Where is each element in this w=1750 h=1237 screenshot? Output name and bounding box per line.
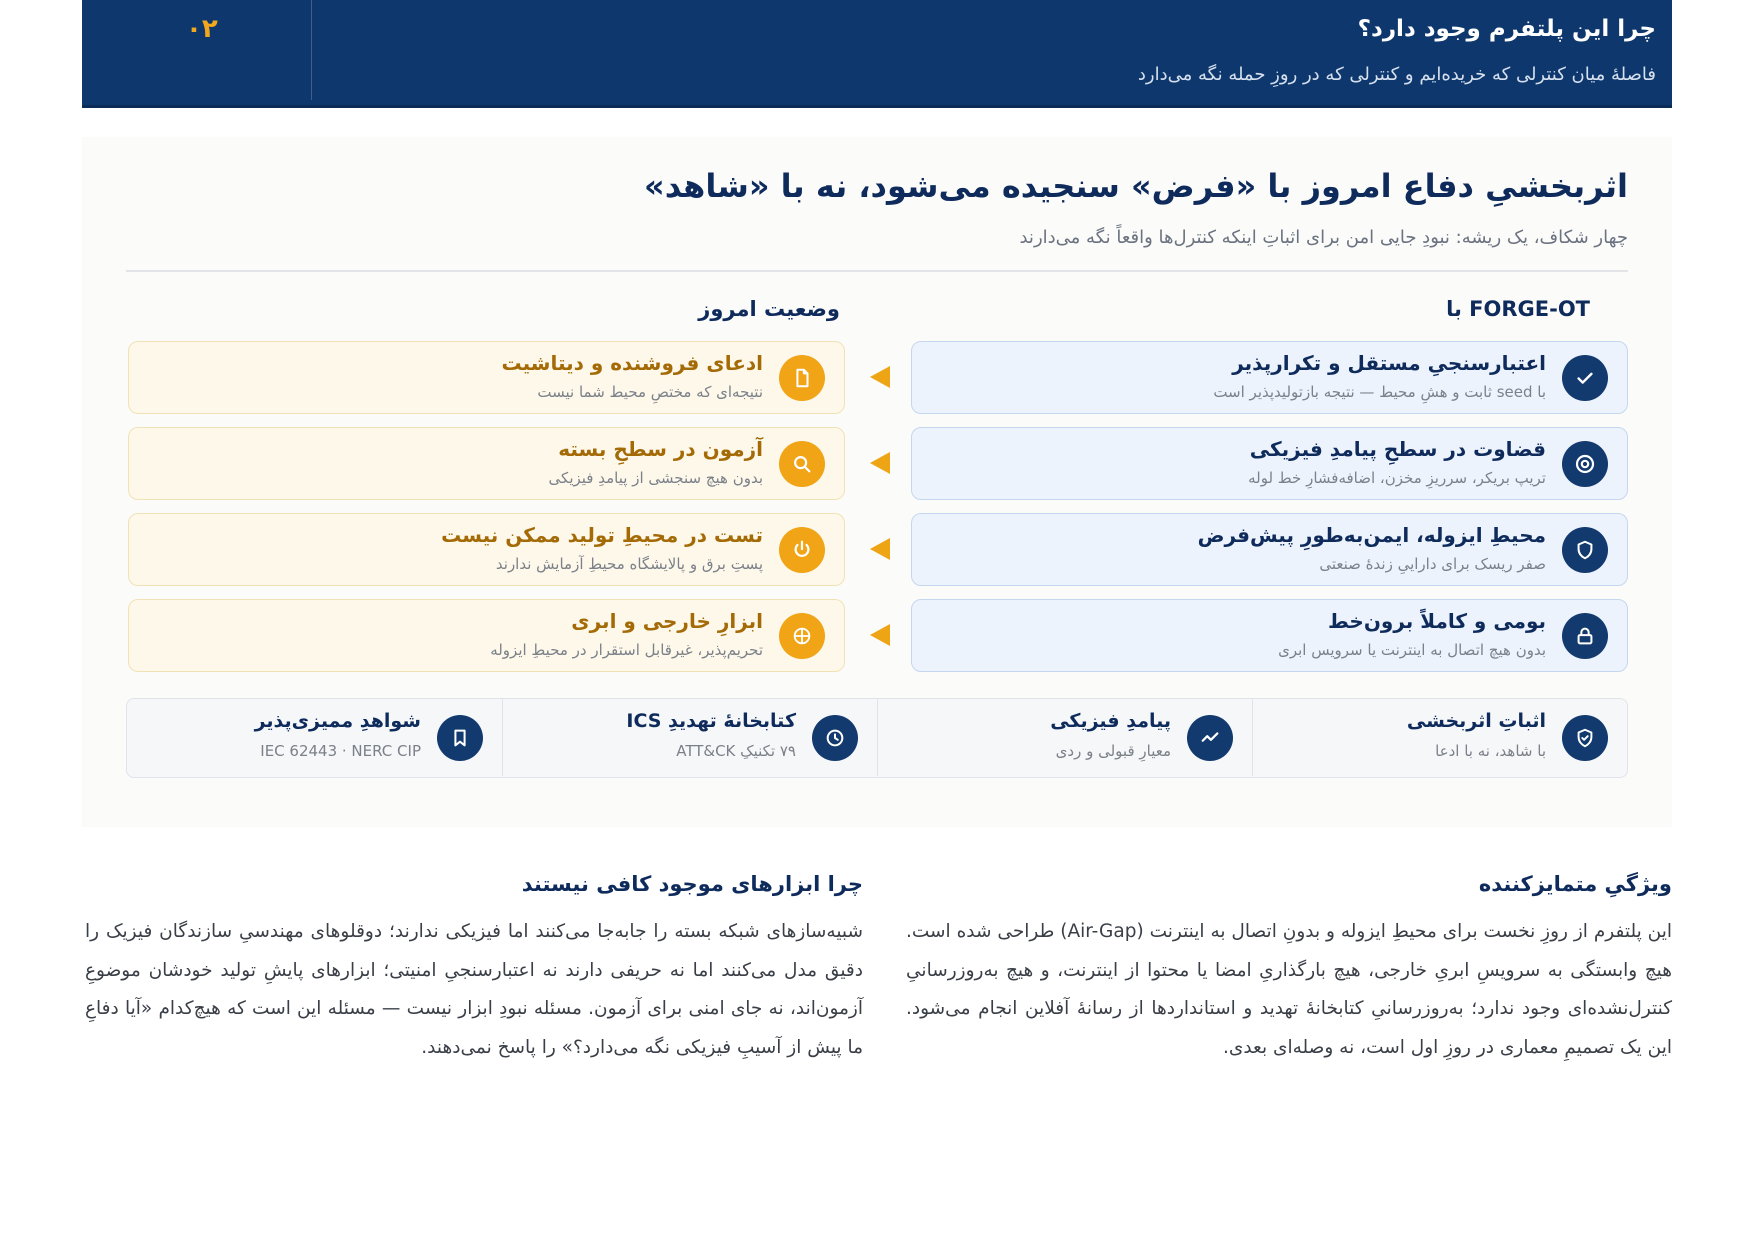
today-card-title: ادعای فروشنده و دیتاشیت	[501, 351, 763, 375]
with-card-desc: بدون هیچ اتصال به اینترنت یا سرویس ابری	[1278, 641, 1546, 659]
stat-title: اثباتِ اثربخشی	[1406, 710, 1546, 732]
column-heading-today: وضعیت امروز	[698, 297, 840, 321]
distinctive-heading: ویژگیِ متمایزکننده	[1478, 872, 1672, 896]
distinctive-body: این پلتفرم از روزِ نخست برای محیطِ ایزوله و بدونِ اتصال به اینترنت (Air-Gap) طراحی شده است. هیچ وابستگی به سرویسِ ابریِ خارجی، هیچ بارگذاریِ امضا یا محتوا از اینترنت، و هیچ به‌روزرسانیِ کنترل‌نشده‌ای وجود ندارد؛ به‌روزرسانیِ کتابخانهٔ تهدید و استانداردها از رسانهٔ آفلاین انجام می‌شود. این یک تصمیمِ معماری در روزِ اول است، نه وصله‌ای بعدی.	[906, 921, 1672, 1058]
shield-icon	[1562, 527, 1608, 573]
header-title: چرا این پلتفرم وجود دارد؟	[1357, 16, 1656, 42]
with-card-title: محیطِ ایزوله، ایمن‌به‌طورِ پیش‌فرض	[1197, 523, 1546, 547]
with-card-title: اعتبارسنجیِ مستقل و تکرارپذیر	[1232, 351, 1546, 375]
stat-desc: معیارِ قبولی و ردی	[1055, 742, 1171, 760]
stat-title: کتابخانهٔ تهدیدِ ICS	[626, 710, 796, 732]
with-card-desc: صفر ریسک برای داراییِ زندهٔ صنعتی	[1319, 555, 1546, 573]
panel-title: اثربخشیِ دفاع امروز با «فرض» سنجیده می‌شود، نه با «شاهد»	[644, 167, 1628, 205]
why-not-body: شبیه‌سازهای شبکه بسته را جابه‌جا می‌کنند اما فیزیکی ندارند؛ دوقلوهای مهندسیِ سازندگان فیزیک را دقیق مدل می‌کنند اما نه حریفی دارند نه اعتبارسنجیِ امنیتی؛ ابزارهای پایشِ تولید خودشان موضوعِ آزمون‌اند، نه جای امنی برای آزمون. مسئله نبودِ ابزار نیست — مسئله این است که هیچ‌کدام «آیا دفاعِ ما پیش از آسیبِ فیزیکی نگه می‌دارد؟» را پاسخ نمی‌دهند.	[85, 921, 863, 1058]
stat-title: پیامدِ فیزیکی	[1050, 710, 1171, 732]
stat-divider	[1252, 699, 1253, 776]
today-card	[128, 341, 845, 414]
column-heading-with-forge: FORGE-OT با	[1446, 297, 1590, 321]
with-card	[911, 341, 1628, 414]
header-divider	[311, 0, 312, 100]
arrow-icon	[870, 538, 890, 560]
today-card-title: تست در محیطِ تولید ممکن نیست	[441, 523, 763, 547]
trend-icon	[1187, 715, 1233, 761]
today-card-title: آزمون در سطحِ بسته	[558, 437, 763, 461]
globe-icon	[779, 613, 825, 659]
check-icon	[1562, 355, 1608, 401]
header-subtitle: فاصلهٔ میان کنترلی که خریده‌ایم و کنترلی که در روزِ حمله نگه می‌دارد	[1137, 64, 1656, 85]
today-card-desc: نتیجه‌ای که مختصِ محیط شما نیست	[537, 383, 763, 401]
today-card	[128, 513, 845, 586]
stat-item	[1252, 699, 1627, 776]
comparison-panel	[82, 137, 1672, 827]
today-card	[128, 599, 845, 672]
panel-divider	[126, 270, 1628, 272]
arrow-icon	[870, 452, 890, 474]
power-icon	[779, 527, 825, 573]
stats-strip	[126, 698, 1628, 778]
with-card	[911, 599, 1628, 672]
clock-icon	[812, 715, 858, 761]
search-icon	[779, 441, 825, 487]
section-header	[82, 0, 1672, 108]
stat-item	[502, 699, 877, 776]
stat-item	[877, 699, 1252, 776]
today-card	[128, 427, 845, 500]
shield-check-icon	[1562, 715, 1608, 761]
target-icon	[1562, 441, 1608, 487]
with-card-title: قضاوت در سطحِ پیامدِ فیزیکی	[1249, 437, 1546, 461]
with-card-desc: با seed ثابت و هشِ محیط — نتیجه بازتولیدپذیر است	[1213, 383, 1546, 401]
with-card	[911, 513, 1628, 586]
section-number: ۰۲	[186, 14, 218, 44]
today-card-desc: تحریم‌پذیر، غیرقابل استقرار در محیطِ ایزوله	[490, 641, 763, 659]
with-card-title: بومی و کاملاً برون‌خط	[1328, 609, 1546, 633]
today-card-title: ابزارِ خارجی و ابری	[571, 609, 763, 633]
today-card-desc: بدون هیچ سنجشی از پیامدِ فیزیکی	[548, 469, 763, 487]
with-card	[911, 427, 1628, 500]
stat-desc: ۷۹ تکنیکِ ATT&CK	[676, 742, 796, 760]
document-icon	[779, 355, 825, 401]
panel-subtitle: چهار شکاف، یک ریشه: نبودِ جایی امن برای اثباتِ اینکه کنترل‌ها واقعاً نگه می‌دارند	[1019, 227, 1628, 248]
stat-divider	[502, 699, 503, 776]
bookmark-icon	[437, 715, 483, 761]
arrow-icon	[870, 366, 890, 388]
stat-desc: IEC 62443 · NERC CIP	[260, 742, 421, 760]
stat-desc: با شاهد، نه با ادعا	[1435, 742, 1546, 760]
lock-icon	[1562, 613, 1608, 659]
stat-divider	[877, 699, 878, 776]
stat-item	[127, 699, 502, 776]
arrow-icon	[870, 624, 890, 646]
stat-title: شواهدِ ممیزی‌پذیر	[254, 710, 421, 732]
why-not-heading: چرا ابزارهای موجود کافی نیستند	[521, 872, 863, 896]
today-card-desc: پستِ برق و پالایشگاه محیطِ آزمایش ندارند	[495, 555, 763, 573]
with-card-desc: تریپ بریکر، سرریزِ مخزن، اضافه‌فشارِ خط لوله	[1248, 469, 1546, 487]
